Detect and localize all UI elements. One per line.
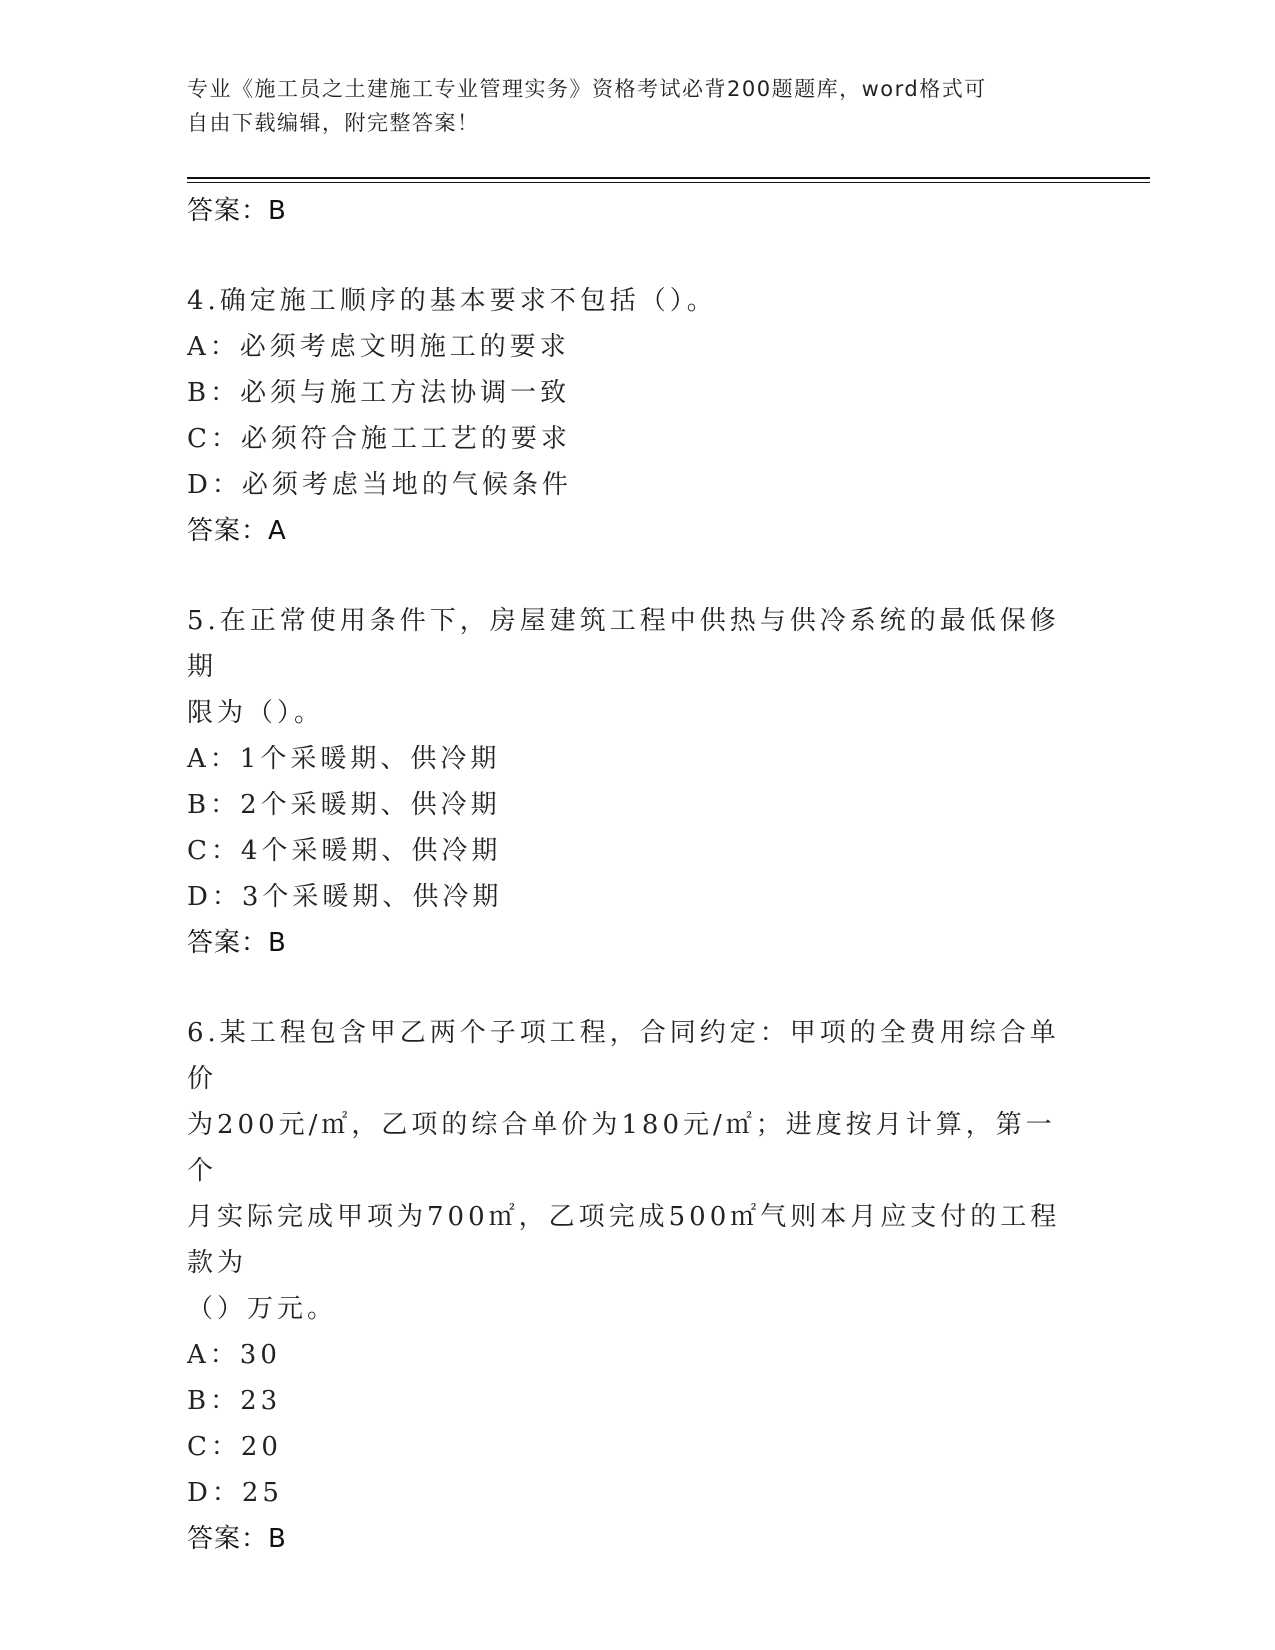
option-a: A：必须考虑文明施工的要求 [187,332,570,362]
previous-answer: 答案：B [187,196,287,226]
option-b: B：2个采暖期、供冷期 [187,790,501,820]
question-4 [187,278,1087,554]
stem-line: 6.某工程包含甲乙两个子项工程，合同约定：甲项的全费用综合单价 [187,1018,1060,1094]
stem-line: （）万元。 [187,1294,338,1324]
header-rule-thin [187,182,1150,183]
stem-line: 限为（）。 [187,698,325,728]
question-5 [187,598,1087,966]
stem-line: 为200元/㎡，乙项的综合单价为180元/㎡；进度按月计算，第一个 [187,1110,1056,1186]
option-a: A：30 [187,1340,281,1370]
question-answer: 答案：A [187,516,287,546]
option-d: D：25 [187,1478,283,1508]
option-d: D：必须考虑当地的气候条件 [187,470,572,500]
document-header [187,72,1067,140]
stem-line: 月实际完成甲项为700㎡，乙项完成500㎡气则本月应支付的工程款为 [187,1202,1061,1278]
header-line-1: 专业《施工员之土建施工专业管理实务》资格考试必背200题题库，word格式可 [187,77,987,101]
question-stem [187,278,1067,324]
header-rule-thick [187,177,1150,179]
question-answer: 答案：B [187,928,287,958]
option-c: C：4个采暖期、供冷期 [187,836,502,866]
stem-line: 4.确定施工顺序的基本要求不包括（）。 [187,286,717,316]
stem-line: 5.在正常使用条件下，房屋建筑工程中供热与供冷系统的最低保修期 [187,606,1060,682]
question-answer: 答案：B [187,1524,287,1554]
option-b: B：必须与施工方法协调一致 [187,378,571,408]
option-b: B：23 [187,1386,282,1416]
document-body [187,188,1087,1562]
option-a: A：1个采暖期、供冷期 [187,744,501,774]
question-stem [187,1010,1067,1332]
header-line-2: 自由下载编辑，附完整答案！ [187,111,480,135]
question-stem [187,598,1067,736]
option-c: C：必须符合施工工艺的要求 [187,424,571,454]
option-d: D：3个采暖期、供冷期 [187,882,503,912]
option-c: C：20 [187,1432,282,1462]
question-6 [187,1010,1087,1562]
